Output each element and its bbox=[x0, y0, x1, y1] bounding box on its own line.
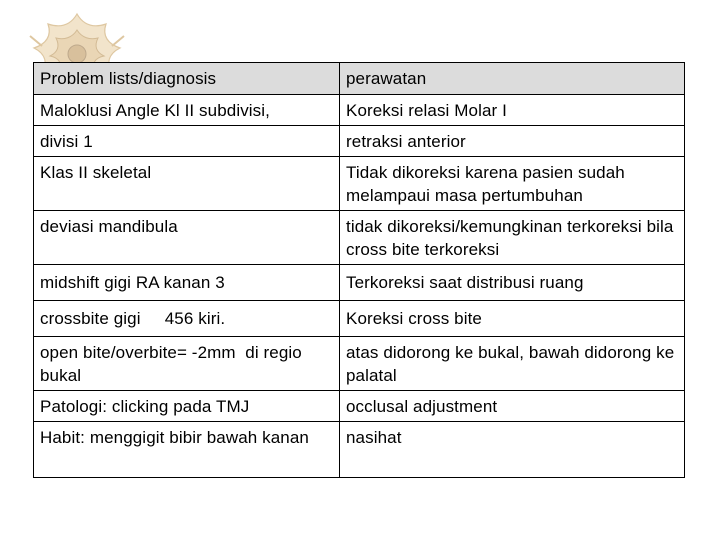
treatment-cell: nasihat bbox=[340, 422, 685, 478]
treatment-cell: retraksi anterior bbox=[340, 126, 685, 157]
table-row bbox=[34, 422, 685, 478]
problem-cell: Klas II skeletal bbox=[34, 157, 340, 211]
header-treatment-cell: perawatan bbox=[340, 63, 685, 95]
treatment-cell: atas didorong ke bukal, bawah didorong ke palatal bbox=[340, 337, 685, 391]
treatment-cell: Terkoreksi saat distribusi ruang bbox=[340, 265, 685, 301]
table-header-row bbox=[34, 63, 685, 95]
treatment-plan-table bbox=[33, 62, 685, 478]
treatment-cell: Tidak dikoreksi karena pasien sudah melampaui masa pertumbuhan bbox=[340, 157, 685, 211]
problem-cell: Habit: menggigit bibir bawah kanan bbox=[34, 422, 340, 478]
problem-cell: Patologi: clicking pada TMJ bbox=[34, 391, 340, 422]
table-row bbox=[34, 95, 685, 126]
header-problem-cell: Problem lists/diagnosis bbox=[34, 63, 340, 95]
table-row bbox=[34, 157, 685, 211]
problem-cell: deviasi mandibula bbox=[34, 211, 340, 265]
treatment-cell: occlusal adjustment bbox=[340, 391, 685, 422]
table-row bbox=[34, 301, 685, 337]
problem-cell: open bite/overbite= -2mm di regio bukal bbox=[34, 337, 340, 391]
table-row bbox=[34, 265, 685, 301]
treatment-cell: Koreksi relasi Molar I bbox=[340, 95, 685, 126]
problem-cell: divisi 1 bbox=[34, 126, 340, 157]
problem-cell: crossbite gigi 456 kiri. bbox=[34, 301, 340, 337]
table-row bbox=[34, 211, 685, 265]
problem-cell: midshift gigi RA kanan 3 bbox=[34, 265, 340, 301]
treatment-cell: tidak dikoreksi/kemungkinan terkoreksi bila cross bite terkoreksi bbox=[340, 211, 685, 265]
problem-cell: Maloklusi Angle Kl II subdivisi, bbox=[34, 95, 340, 126]
table-row bbox=[34, 337, 685, 391]
table-row bbox=[34, 391, 685, 422]
table-row bbox=[34, 126, 685, 157]
treatment-cell: Koreksi cross bite bbox=[340, 301, 685, 337]
